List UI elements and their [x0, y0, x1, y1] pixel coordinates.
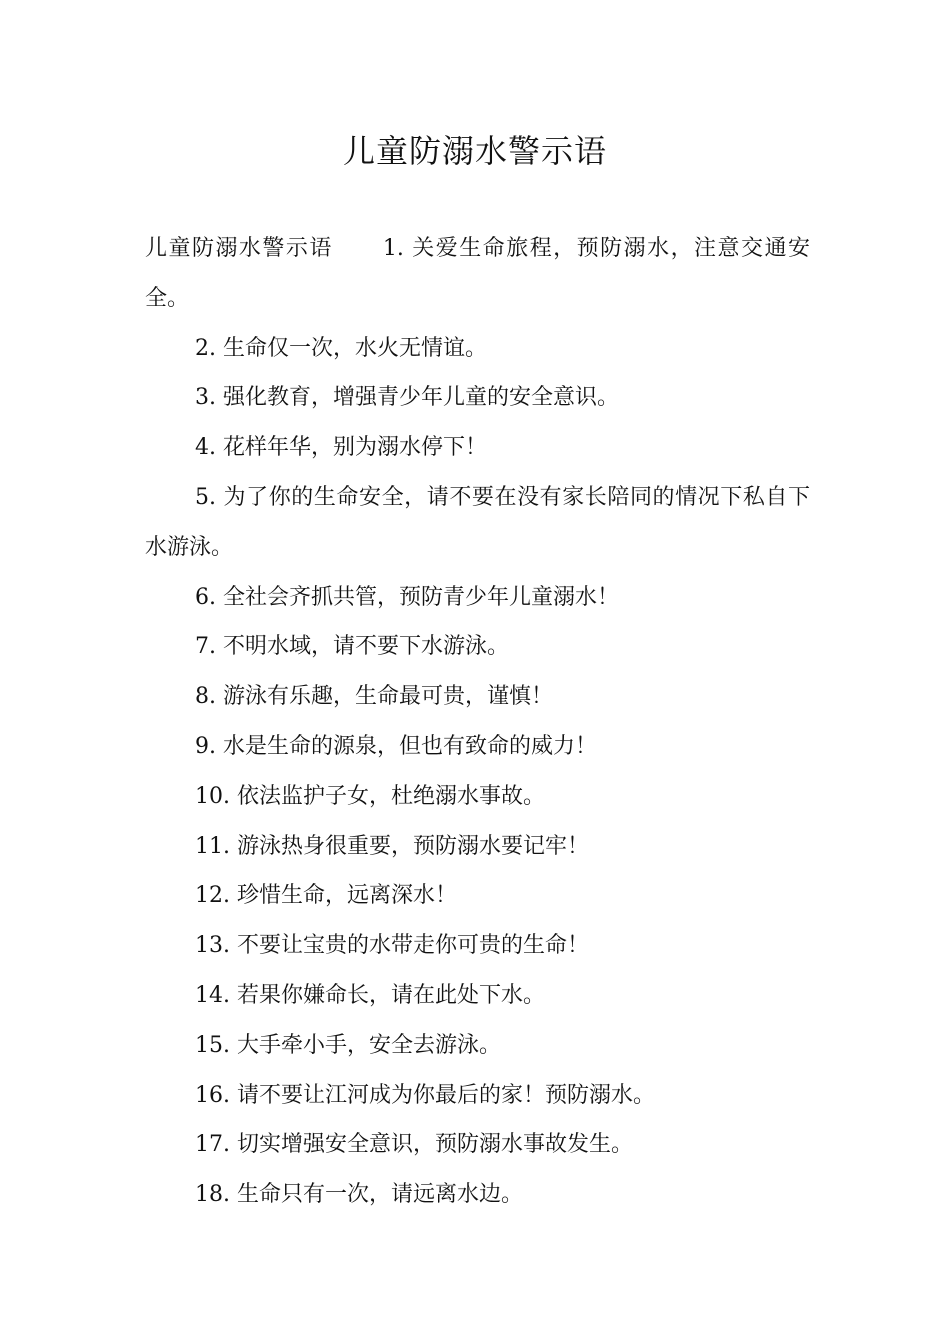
- intro-paragraph: [145, 224, 810, 324]
- list-item: 3. 强化教育，增强青少年儿童的安全意识。: [195, 385, 619, 411]
- list-item: 9. 水是生命的源泉，但也有致命的威力！: [195, 733, 597, 759]
- list-item: 16. 请不要让江河成为你最后的家！预防溺水。: [195, 1082, 655, 1108]
- list-item: 6. 全社会齐抓共管，预防青少年儿童溺水！: [195, 584, 619, 610]
- list-item: 17. 切实增强安全意识，预防溺水事故发生。: [195, 1132, 633, 1158]
- list-item: 8. 游泳有乐趣，生命最可贵，谨慎！: [195, 684, 553, 710]
- list-item: 10. 依法监护子女，杜绝溺水事故。: [195, 783, 545, 809]
- list-item: 13. 不要让宝贵的水带走你可贵的生命！: [195, 933, 589, 959]
- intro-label: 儿童防溺水警示语: [145, 236, 333, 261]
- list-item: 2. 生命仅一次，水火无情谊。: [195, 335, 487, 361]
- list-item: 14. 若果你嫌命长，请在此处下水。: [195, 982, 545, 1008]
- document-title: 儿童防溺水警示语: [342, 132, 607, 170]
- list-item: 5. 为了你的生命安全，请不要在没有家长陪同的情况下私自下水游泳。: [145, 484, 810, 560]
- document-body: [145, 224, 810, 1220]
- intro-item: 1. 关爱生命旅程，预防溺水，注意交通安全。: [145, 236, 810, 311]
- list-item: 11. 游泳热身很重要，预防溺水要记牢！: [195, 833, 589, 859]
- list-item: 15. 大手牵小手，安全去游泳。: [195, 1032, 501, 1058]
- list-item: 7. 不明水域，请不要下水游泳。: [195, 634, 509, 660]
- list-item: 18. 生命只有一次，请远离水边。: [195, 1182, 523, 1208]
- list-item: 4. 花样年华，别为溺水停下！: [195, 435, 487, 461]
- list-item: 12. 珍惜生命，远离深水！: [195, 883, 457, 909]
